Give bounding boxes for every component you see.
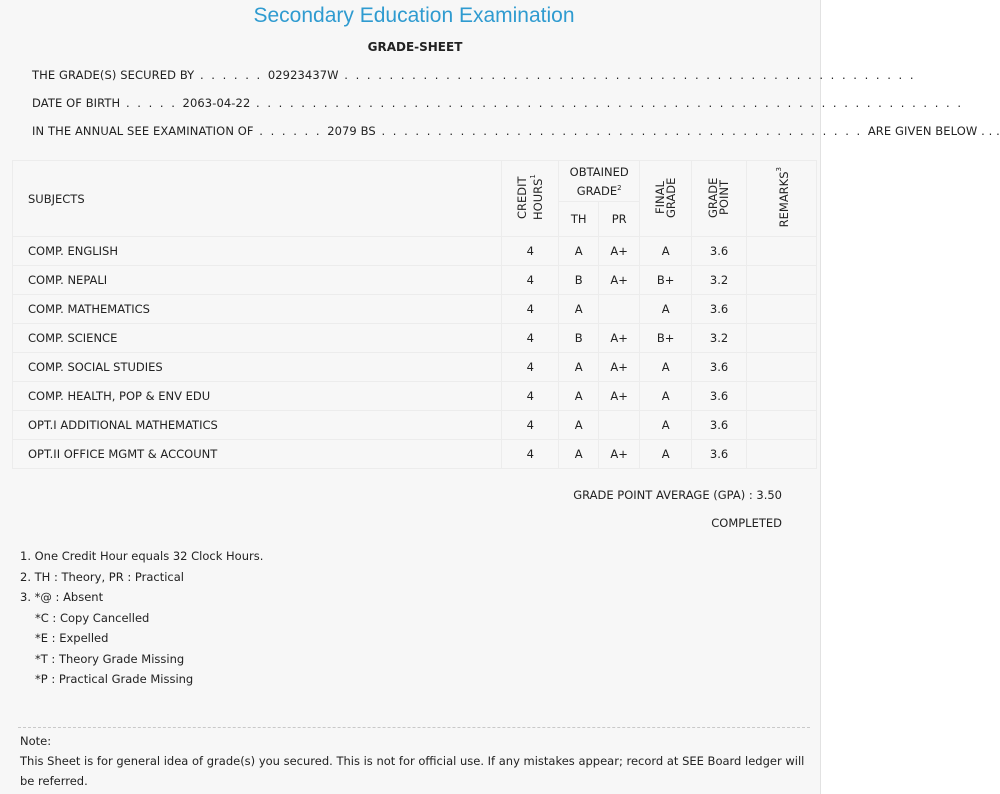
pr-grade-cell — [599, 295, 640, 324]
dob-label: DATE OF BIRTH — [32, 96, 121, 110]
pr-grade-cell: A+ — [599, 266, 640, 295]
footnotes — [20, 546, 263, 690]
remarks-cell — [747, 324, 817, 353]
remarks-cell — [747, 295, 817, 324]
obtained-grade-header: OBTAINED GRADE$^2$ — [559, 161, 640, 202]
secured-by-line: THE GRADE(S) SECURED BY . . . . . . 02923437W . . . . . . . . . . . . . . . . . . . . . . . . . . . . . . . . . . . . . . . . . . . . . . . . . . . — [32, 68, 916, 82]
remarks-cell — [747, 237, 817, 266]
table-row — [13, 411, 817, 440]
credit-hours-header: CREDIT HOURS$^1$ — [502, 161, 559, 237]
table-row — [13, 266, 817, 295]
subject-cell: COMP. ENGLISH — [13, 237, 502, 266]
footnote-item: *E : Expelled — [35, 631, 109, 645]
th-grade-cell: A — [559, 237, 599, 266]
remarks-cell — [747, 411, 817, 440]
credit-cell: 4 — [502, 353, 559, 382]
exam-year: 2079 BS — [327, 124, 376, 138]
subject-cell: COMP. HEALTH, POP & ENV EDU — [13, 382, 502, 411]
final-grade-cell: A — [640, 440, 692, 469]
pr-grade-cell: A+ — [599, 440, 640, 469]
footnote-item: *T : Theory Grade Missing — [35, 651, 185, 666]
grade-point-header: GRADE POINT — [692, 161, 747, 237]
note-block — [20, 731, 810, 791]
page-title: Secondary Education Examination — [253, 4, 575, 27]
credit-cell: 4 — [502, 382, 559, 411]
credit-cell: 4 — [502, 295, 559, 324]
table-row — [13, 324, 817, 353]
th-header: TH — [559, 202, 599, 237]
pr-grade-cell — [599, 411, 640, 440]
dob-line: DATE OF BIRTH . . . . . 2063-04-22 . . . . . . . . . . . . . . . . . . . . . . . . . . . . . . . . . . . . . . . . . . . . . . . . . . . . . . . . . . . . . . . — [32, 96, 963, 110]
subject-cell: COMP. SOCIAL STUDIES — [13, 353, 502, 382]
footnote-item: 2. TH : Theory, PR : Practical — [20, 569, 184, 584]
pr-grade-cell: A+ — [599, 237, 640, 266]
remarks-cell — [747, 353, 817, 382]
note-label: Note: — [20, 734, 52, 748]
footnote-item: 3. *@ : Absent — [20, 590, 104, 604]
subjects-header: SUBJECTS — [13, 161, 502, 237]
grade-point-cell: 3.2 — [692, 266, 747, 295]
grade-sheet-heading: GRADE-SHEET — [367, 40, 463, 54]
dob-value: 2063-04-22 — [182, 96, 251, 110]
table-row — [13, 353, 817, 382]
symbol-number: 02923437W — [267, 68, 339, 82]
subject-cell: COMP. MATHEMATICS — [13, 295, 502, 324]
grade-point-cell: 3.6 — [692, 353, 747, 382]
th-grade-cell: A — [559, 440, 599, 469]
th-grade-cell: A — [559, 411, 599, 440]
footnote-item: 1. One Credit Hour equals 32 Clock Hours. — [20, 549, 264, 563]
exam-suffix: ARE GIVEN BELOW . . . — [867, 124, 1000, 138]
subject-cell: COMP. SCIENCE — [13, 324, 502, 353]
table-row — [13, 237, 817, 266]
pr-grade-cell: A+ — [599, 382, 640, 411]
grade-point-cell: 3.6 — [692, 382, 747, 411]
pr-grade-cell: A+ — [599, 353, 640, 382]
remarks-cell — [747, 382, 817, 411]
final-grade-cell: A — [640, 382, 692, 411]
subject-cell: COMP. NEPALI — [13, 266, 502, 295]
table-row — [13, 295, 817, 324]
credit-cell: 4 — [502, 411, 559, 440]
exam-label: IN THE ANNUAL SEE EXAMINATION OF — [32, 124, 254, 138]
footnote-item: *C : Copy Cancelled — [35, 610, 150, 625]
pr-grade-cell: A+ — [599, 324, 640, 353]
exam-line: IN THE ANNUAL SEE EXAMINATION OF . . . . . . 2079 BS . . . . . . . . . . . . . . . . . . . . . . . . . . . . . . . . . . . . . . . . . . . ARE GIVEN BELOW . . . — [32, 124, 1000, 138]
gpa-text: GRADE POINT AVERAGE (GPA) : 3.50 — [573, 488, 782, 502]
final-grade-cell: A — [640, 237, 692, 266]
subject-cell: OPT.I ADDITIONAL MATHEMATICS — [13, 411, 502, 440]
table-row — [13, 440, 817, 469]
final-grade-cell: A — [640, 353, 692, 382]
credit-cell: 4 — [502, 324, 559, 353]
final-grade-cell: A — [640, 411, 692, 440]
grade-point-cell: 3.6 — [692, 295, 747, 324]
final-grade-cell: B+ — [640, 266, 692, 295]
remarks-cell — [747, 440, 817, 469]
credit-cell: 4 — [502, 266, 559, 295]
credit-cell: 4 — [502, 237, 559, 266]
remarks-header: REMARKS$^3$ — [747, 161, 817, 237]
th-grade-cell: A — [559, 295, 599, 324]
grade-point-cell: 3.6 — [692, 237, 747, 266]
pr-header: PR — [599, 202, 640, 237]
grade-rows — [13, 237, 817, 469]
final-grade-cell: A — [640, 295, 692, 324]
note-divider — [18, 727, 810, 728]
remarks-cell — [747, 266, 817, 295]
th-grade-cell: A — [559, 353, 599, 382]
th-grade-cell: B — [559, 266, 599, 295]
note-text: This Sheet is for general idea of grade(s) you secured. This is not for official use. If any mistakes appear; record at SEE Board ledger will be referred. — [20, 754, 805, 788]
grade-point-cell: 3.2 — [692, 324, 747, 353]
th-grade-cell: B — [559, 324, 599, 353]
subject-cell: OPT.II OFFICE MGMT & ACCOUNT — [13, 440, 502, 469]
credit-cell: 4 — [502, 440, 559, 469]
grade-point-cell: 3.6 — [692, 440, 747, 469]
completion-status: COMPLETED — [711, 516, 782, 530]
final-grade-cell: B+ — [640, 324, 692, 353]
grades-table — [12, 160, 817, 469]
th-grade-cell: A — [559, 382, 599, 411]
final-grade-header: FINAL GRADE — [640, 161, 692, 237]
grade-point-cell: 3.6 — [692, 411, 747, 440]
table-row — [13, 382, 817, 411]
footnote-item: *P : Practical Grade Missing — [35, 672, 194, 686]
secured-by-label: THE GRADE(S) SECURED BY — [32, 68, 195, 82]
